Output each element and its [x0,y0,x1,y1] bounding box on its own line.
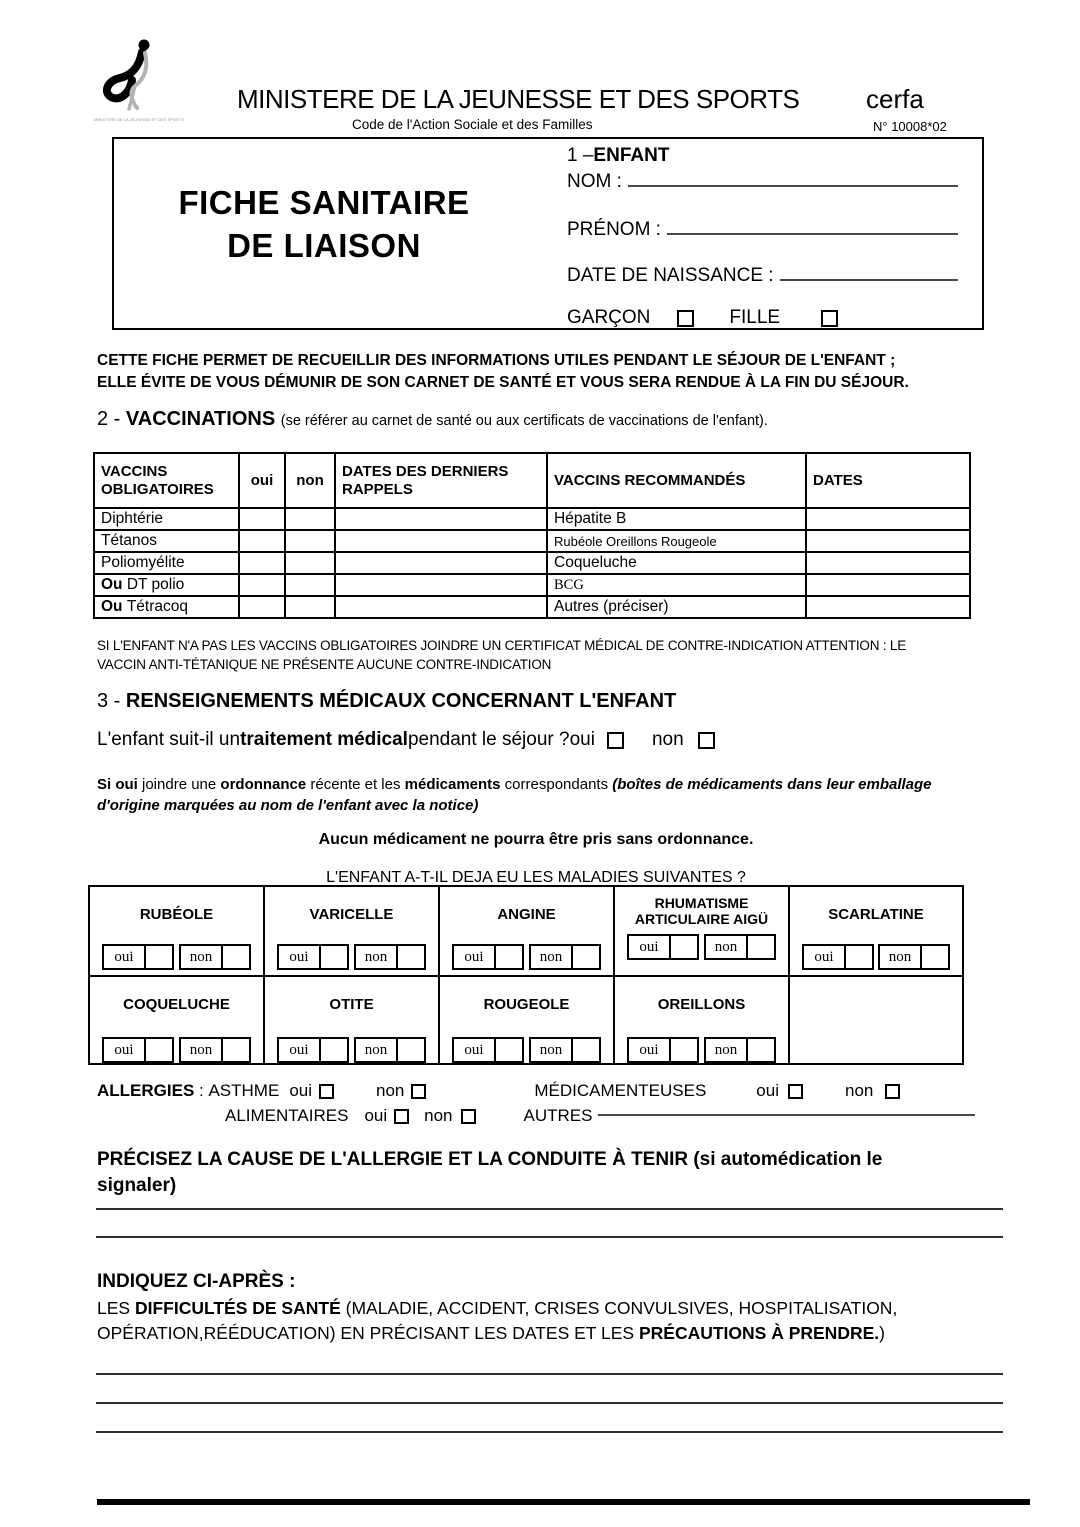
enfant-identity-box [112,137,984,330]
disease-title: COQUELUCHE [123,996,230,1013]
treatment-question-bold: traitement médical [240,729,408,750]
scarlatine-non-checkbox[interactable] [922,946,948,968]
treatment-question [97,729,715,751]
date-cell[interactable] [806,508,970,530]
non-cell[interactable] [285,596,335,618]
date-naissance-input-line[interactable] [780,279,958,281]
rappel-date-cell[interactable] [335,552,547,574]
disease-title: RUBÉOLE [139,906,214,923]
oreillons-non-box: non [704,1037,776,1063]
col-dates: DATES [806,453,970,508]
section2-number: 2 - [97,408,126,430]
alimentaires-label: ALIMENTAIRES [225,1106,349,1125]
prenom-field-row [567,219,958,241]
disease-question: L'ENFANT A-T-IL DEJA EU LES MALADIES SUIVANTES ? [326,869,746,886]
warning-line2: VACCIN ANTI-TÉTANIQUE NE PRÉSENTE AUCUNE CONTRE-INDICATION [97,657,552,672]
treatment-oui-label: oui [569,729,595,750]
garcon-checkbox[interactable] [677,310,694,327]
autres-input-line[interactable] [598,1114,975,1116]
non-cell[interactable] [285,508,335,530]
indiquez-heading: INDIQUEZ CI-APRÈS : [97,1271,296,1292]
alimentaires-oui-checkbox[interactable] [394,1109,409,1124]
recommended-vaccine-name: Coqueluche [547,552,806,574]
form-title [114,181,534,267]
col-vaccins-recommandes: VACCINS RECOMMANDÉS [547,453,806,508]
treatment-non-checkbox[interactable] [698,732,715,749]
oui-cell[interactable] [239,596,285,618]
disease-cell-scarlatine [789,886,963,976]
disease-title: VARICELLE [309,906,394,923]
intro-notice [97,350,909,394]
coqueluche-non-box: non [179,1037,251,1063]
scarlatine-non-box: non [878,944,950,970]
alimentaires-non-checkbox[interactable] [461,1109,476,1124]
medicamenteuses-label: MÉDICAMENTEUSES [534,1081,707,1100]
varicelle-oui-box: oui [277,944,349,970]
asthme-non-checkbox[interactable] [411,1084,426,1099]
rubeole-non-box: non [179,944,251,970]
col-vaccins-obligatoires: VACCINS OBLIGATOIRES [94,453,239,508]
vaccine-row-poliomyelite [94,552,970,574]
fille-checkbox[interactable] [821,310,838,327]
disease-row-1 [89,886,963,976]
disease-title: OREILLONS [657,996,746,1013]
scarlatine-oui-box: oui [802,944,874,970]
treatment-oui-checkbox[interactable] [607,732,624,749]
si-oui-note: Si oui joindre une ordonnance récente et les médicaments correspondants (boîtes de médicaments dans leur emballage d'origine marquées au nom de l'enfant avec la notice) [97,776,932,814]
oreillons-oui-box: oui [627,1037,699,1063]
warning-line1: SI L'ENFANT N'A PAS LES VACCINS OBLIGATOIRES JOINDRE UN CERTIFICAT MÉDICAL DE CONTRE-INDICATION ATTENTION : LE [97,638,907,653]
otite-non-box: non [354,1037,426,1063]
oreillons-oui-checkbox[interactable] [671,1039,697,1061]
date-cell[interactable] [806,530,970,552]
angine-oui-checkbox[interactable] [496,946,522,968]
ordonnance-bold: ordonnance [220,776,307,793]
col-dates-rappels: DATES DES DERNIERS RAPPELS [335,453,547,508]
section2-title: VACCINATIONS [125,408,276,430]
section1-heading [567,145,958,167]
health-answer-line-1[interactable] [96,1373,1003,1375]
no-medication-notice: Aucun médicament ne pourra être pris sans ordonnance. [318,831,754,848]
intro-notice-line2: ELLE ÉVITE DE VOUS DÉMUNIR DE SON CARNET DE SANTÉ ET VOUS SERA RENDUE À LA FIN DU SÉJOUR. [97,374,909,391]
ministry-logo [92,36,187,124]
disease-title: ROUGEOLE [483,996,570,1013]
disease-cell-varicelle [264,886,439,976]
contraindication-warning [97,636,906,674]
disease-title: ANGINE [497,906,556,923]
medicamenteuses-non-checkbox[interactable] [885,1084,900,1099]
non-cell[interactable] [285,574,335,596]
precautions-bold: PRÉCAUTIONS À PRENDRE. [638,1323,880,1343]
treatment-question-post: pendant le séjour ? [407,729,570,750]
cerfa-number: N° 10008*02 [873,119,947,134]
vaccine-name: Tétanos [94,530,239,552]
date-naissance-field-row [567,265,958,287]
rhumatisme-oui-checkbox[interactable] [671,936,697,958]
footer-rule [97,1499,1030,1505]
coqueluche-oui-checkbox[interactable] [146,1039,172,1061]
rappel-date-cell[interactable] [335,508,547,530]
cerfa-label: cerfa [866,84,924,114]
vaccine-name: Diphtérie [94,508,239,530]
date-cell[interactable] [806,552,970,574]
intro-notice-line1: CETTE FICHE PERMET DE RECUEILLIR DES INFORMATIONS UTILES PENDANT LE SÉJOUR DE L'ENFANT ; [97,352,896,369]
difficultes-paragraph: LES DIFFICULTÉS DE SANTÉ (MALADIE, ACCIDENT, CRISES CONVULSIVES, HOSPITALISATION, OPÉRATION,RÉÉDUCATION) EN PRÉCISANT LES DATES ET LES PRÉCAUTIONS À PRENDRE.) [97,1298,898,1343]
medicamenteuses-oui-checkbox[interactable] [788,1084,803,1099]
garcon-label: GARÇON [567,307,651,328]
coqueluche-oui-box: oui [102,1037,174,1063]
si-oui-bold: Si oui [97,776,138,793]
otite-oui-checkbox[interactable] [321,1039,347,1061]
allergies-line2: ALIMENTAIRES oui non AUTRES [225,1106,975,1126]
vaccine-row-tetracoq [94,596,970,618]
form-title-line1: FICHE SANITAIRE [178,184,470,221]
medicaments-bold: médicaments [404,776,501,793]
varicelle-non-box: non [354,944,426,970]
gender-row [567,307,958,329]
disease-cell-coqueluche [89,976,264,1064]
section3-title: RENSEIGNEMENTS MÉDICAUX CONCERNANT L'ENFANT [125,690,677,712]
rhumatisme-oui-box: oui [627,934,699,960]
recommended-vaccine-name: Autres (préciser) [547,596,806,618]
disease-title: RHUMATISME ARTICULAIRE AIGÜ [634,895,769,927]
disease-cell-rougeole [439,976,614,1064]
autres-label: AUTRES [523,1106,593,1125]
angine-non-checkbox[interactable] [573,946,599,968]
sports-figure-logo-icon [92,36,187,124]
vaccination-header-row [94,453,970,508]
section2-hint: (se référer au carnet de santé ou aux certificats de vaccinations de l'enfant). [280,413,768,429]
rougeole-oui-checkbox[interactable] [496,1039,522,1061]
angine-oui-box: oui [452,944,524,970]
disease-history-table [88,885,964,1065]
vaccine-name: Ou Tétracoq [94,596,239,618]
vaccine-name: Ou DT polio [94,574,239,596]
rappel-date-cell[interactable] [335,596,547,618]
fille-label: FILLE [729,307,781,328]
oreillons-non-checkbox[interactable] [748,1039,774,1061]
non-cell[interactable] [285,530,335,552]
treatment-non-label: non [651,729,684,750]
varicelle-non-checkbox[interactable] [398,946,424,968]
section3-number: 3 - [97,690,126,712]
varicelle-oui-checkbox[interactable] [321,946,347,968]
date-cell[interactable] [806,596,970,618]
allergy-answer-line-2[interactable] [96,1236,1003,1238]
vaccine-row-tetanos [94,530,970,552]
form-title-line2: DE LIAISON [227,227,421,264]
code-subtitle: Code de l'Action Sociale et des Familles [352,117,593,132]
col-non: non [285,453,335,508]
difficultes-bold: DIFFICULTÉS DE SANTÉ [134,1298,341,1318]
section3-heading [97,690,676,713]
oui-cell[interactable] [239,508,285,530]
rhumatisme-non-box: non [704,934,776,960]
prenom-label: PRÉNOM : [567,219,661,240]
asthme-oui-checkbox[interactable] [319,1084,334,1099]
disease-title: SCARLATINE [828,906,924,923]
angine-non-box: non [529,944,601,970]
date-naissance-label: DATE DE NAISSANCE : [567,265,774,286]
asthme-label: ASTHME [208,1081,280,1100]
rappel-date-cell[interactable] [335,574,547,596]
prenom-input-line[interactable] [667,233,958,235]
nom-input-line[interactable] [628,185,958,187]
disease-cell-rubeole [89,886,264,976]
allergies-label: ALLERGIES [97,1081,195,1100]
section2-heading [97,408,768,431]
otite-oui-box: oui [277,1037,349,1063]
emballage-note: (boîtes de médicaments dans leur emballage d'origine marquées au nom de l'enfant avec la notice) [97,776,932,814]
col-oui: oui [239,453,285,508]
rubeole-oui-box: oui [102,944,174,970]
rhumatisme-non-checkbox[interactable] [748,936,774,958]
disease-cell-angine [439,886,614,976]
rougeole-non-checkbox[interactable] [573,1039,599,1061]
section1-number: 1 – [567,145,594,166]
rappel-date-cell[interactable] [335,530,547,552]
rougeole-oui-box: oui [452,1037,524,1063]
allergy-answer-line-1[interactable] [96,1208,1003,1210]
treatment-question-pre: L'enfant suit-il un [97,729,241,750]
logo-caption: MINISTERE DE LA JEUNESSE ET DES SPORTS [94,117,184,122]
section1-title: ENFANT [593,145,670,166]
disease-row-2 [89,976,963,1064]
disease-cell-otite [264,976,439,1064]
recommended-vaccine-name: BCG [547,574,806,596]
oui-cell[interactable] [239,574,285,596]
scarlatine-oui-checkbox[interactable] [846,946,872,968]
vaccine-row-dtpolio [94,574,970,596]
allergy-cause-heading: PRÉCISEZ LA CAUSE DE L'ALLERGIE ET LA CONDUITE À TENIR (si automédication le signaler) [97,1149,883,1196]
recommended-vaccine-name: Rubéole Oreillons Rougeole [547,530,806,552]
otite-non-checkbox[interactable] [398,1039,424,1061]
disease-cell-empty [789,976,963,1064]
ministry-title: MINISTERE DE LA JEUNESSE ET DES SPORTS [237,84,800,114]
health-answer-line-2[interactable] [96,1402,1003,1404]
rubeole-non-checkbox[interactable] [223,946,249,968]
vaccine-name: Poliomyélite [94,552,239,574]
oui-cell[interactable] [239,552,285,574]
rougeole-non-box: non [529,1037,601,1063]
oui-cell[interactable] [239,530,285,552]
vaccination-table [93,452,971,619]
coqueluche-non-checkbox[interactable] [223,1039,249,1061]
disease-cell-rhumatisme [614,886,789,976]
non-cell[interactable] [285,552,335,574]
date-cell[interactable] [806,574,970,596]
disease-cell-oreillons [614,976,789,1064]
recommended-vaccine-name: Hépatite B [547,508,806,530]
health-answer-line-3[interactable] [96,1431,1003,1433]
disease-title: OTITE [329,996,374,1013]
allergies-line1: ALLERGIES : ASTHME oui non MÉDICAMENTEUSES oui non [97,1081,900,1101]
vaccine-row-diphterie [94,508,970,530]
nom-field-row [567,171,958,193]
rubeole-oui-checkbox[interactable] [146,946,172,968]
nom-label: NOM : [567,171,622,192]
